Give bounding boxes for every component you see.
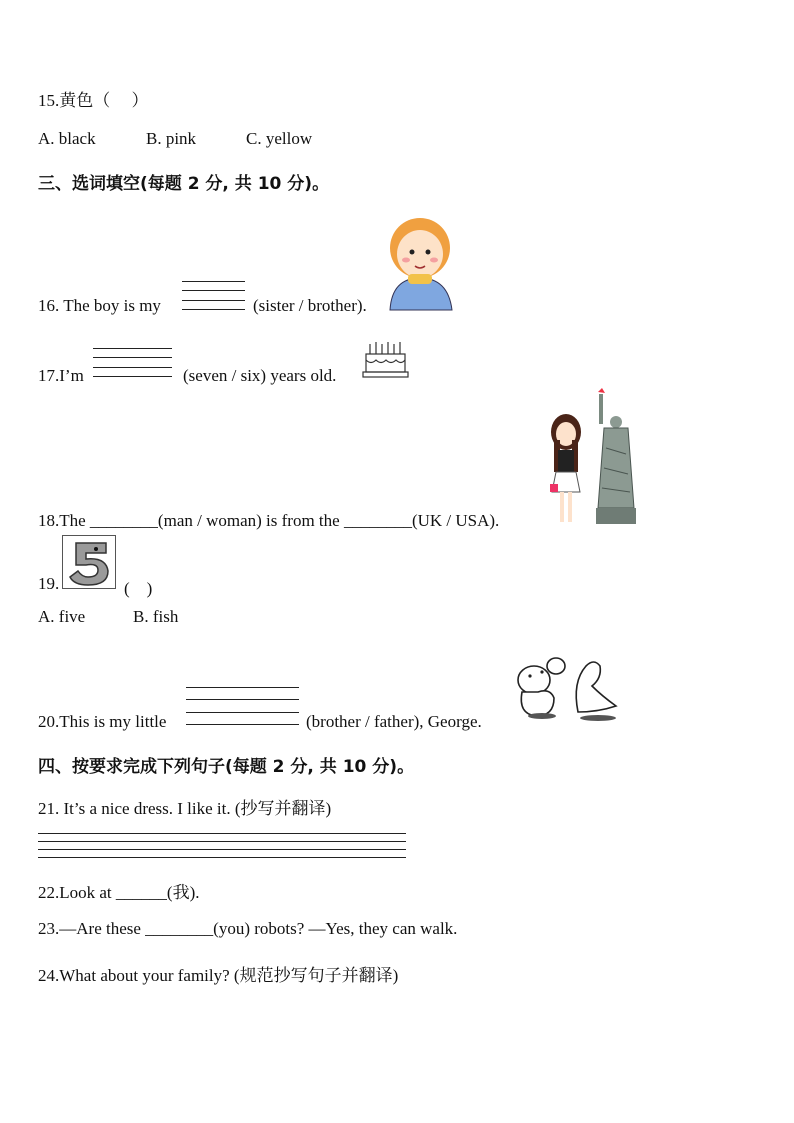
pig-with-dinosaur-icon (512, 652, 620, 724)
boy-icon (386, 210, 456, 312)
question-23-text: 23.—Are these ________(you) robots? —Yes, they can walk. (38, 919, 458, 938)
question-17-writing-lines[interactable] (93, 348, 172, 378)
question-21-text: 21. It’s a nice dress. I like it. (抄写并翻译) (38, 799, 332, 818)
number-five-icon (62, 535, 116, 589)
section-four-heading: 四、按要求完成下列句子(每题 2 分, 共 10 分)。 (38, 757, 415, 777)
question-20-prefix: 20.This is my little (38, 712, 167, 731)
question-21-writing-lines[interactable] (38, 833, 406, 857)
girl-icon (546, 410, 586, 528)
question-20-writing-lines[interactable] (186, 687, 299, 725)
birthday-cake-icon (362, 334, 409, 379)
question-15-option-c: C. yellow (246, 129, 313, 148)
question-15-option-a: A. black (38, 129, 96, 148)
question-15-option-b: B. pink (146, 129, 197, 148)
question-19-option-a: A. five (38, 607, 86, 626)
question-24-text: 24.What about your family? (规范抄写句子并翻译) (38, 966, 399, 985)
question-17-prefix: 17.I’m (38, 366, 84, 385)
question-18-text: 18.The ________(man / woman) is from the ________(UK / USA). (38, 511, 500, 530)
question-16-suffix: (sister / brother). (253, 296, 367, 315)
question-19-number: 19. (38, 574, 60, 593)
question-19-answer-paren[interactable]: ( ) (124, 579, 153, 598)
question-15-stem: 15.黄色（ ） (38, 91, 149, 110)
question-16-prefix: 16. The boy is my (38, 296, 161, 315)
question-22-text: 22.Look at ______(我). (38, 883, 200, 902)
question-16-writing-lines[interactable] (182, 281, 245, 311)
question-17-suffix: (seven / six) years old. (183, 366, 337, 385)
statue-of-liberty-icon (592, 388, 640, 528)
question-19-option-b: B. fish (133, 607, 179, 626)
question-20-suffix: (brother / father), George. (306, 712, 482, 731)
section-three-heading: 三、选词填空(每题 2 分, 共 10 分)。 (38, 174, 330, 194)
